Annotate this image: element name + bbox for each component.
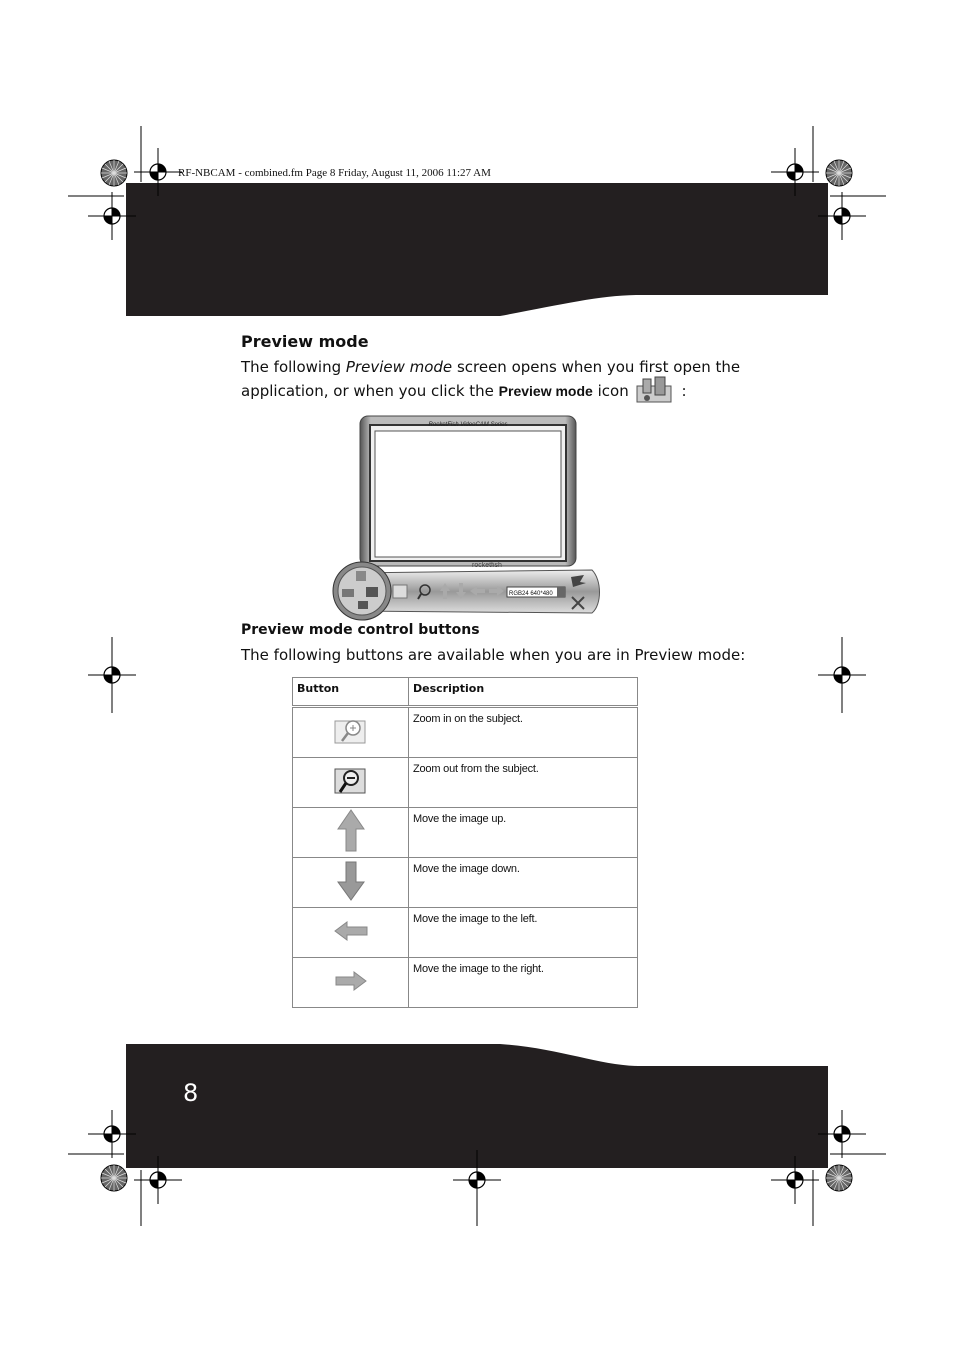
zoom-in-icon <box>333 715 369 747</box>
arrow-down-icon <box>336 861 366 901</box>
icon-cell <box>293 808 409 858</box>
row-description: Zoom in on the subject. <box>409 707 638 758</box>
zoom-out-icon <box>333 765 369 797</box>
icon-cell <box>293 707 409 758</box>
intro-text: : <box>676 382 687 400</box>
column-header-button: Button <box>293 678 409 707</box>
section-heading: Preview mode <box>241 332 369 351</box>
format-select: RGB24 640*480 <box>509 591 553 597</box>
table-row <box>293 808 638 858</box>
page-number: 8 <box>183 1079 199 1107</box>
intro-text: screen opens when you first open the application, or when you click the <box>241 358 741 400</box>
arrow-right-icon <box>334 970 368 992</box>
subheading: Preview mode control buttons <box>241 622 480 638</box>
icon-cell <box>293 958 409 1008</box>
preview-window-screenshot <box>330 415 602 621</box>
row-description: Move the image to the left. <box>409 908 638 958</box>
intro-bold: Preview mode <box>498 383 593 399</box>
preview-mode-icon <box>635 376 673 408</box>
icon-cell <box>293 758 409 808</box>
row-description: Move the image up. <box>409 808 638 858</box>
column-header-description: Description <box>409 678 638 707</box>
icon-cell <box>293 908 409 958</box>
arrow-up-icon <box>336 809 366 853</box>
table-header-row <box>293 678 638 707</box>
row-description: Zoom out from the subject. <box>409 758 638 808</box>
intro-text: icon <box>592 382 629 400</box>
rocketfish-logo: rocketfish <box>472 562 502 569</box>
brand-title: RocketFish VideoCAM Series <box>428 422 508 428</box>
intro-paragraph <box>241 358 761 408</box>
table-row <box>293 858 638 908</box>
table-row <box>293 707 638 758</box>
icon-cell <box>293 858 409 908</box>
buttons-paragraph: The following buttons are available when you are in Preview mode: <box>241 646 746 664</box>
arrow-left-icon <box>333 919 369 943</box>
intro-italic: Preview mode <box>345 358 453 376</box>
table-row <box>293 908 638 958</box>
row-description: Move the image down. <box>409 858 638 908</box>
row-description: Move the image to the right. <box>409 958 638 1008</box>
table-row <box>293 758 638 808</box>
table-row <box>293 958 638 1008</box>
buttons-table <box>292 677 638 1008</box>
file-slug: RF-NBCAM - combined.fm Page 8 Friday, August 11, 2006 11:27 AM <box>178 167 491 179</box>
intro-text: The following <box>241 358 346 376</box>
